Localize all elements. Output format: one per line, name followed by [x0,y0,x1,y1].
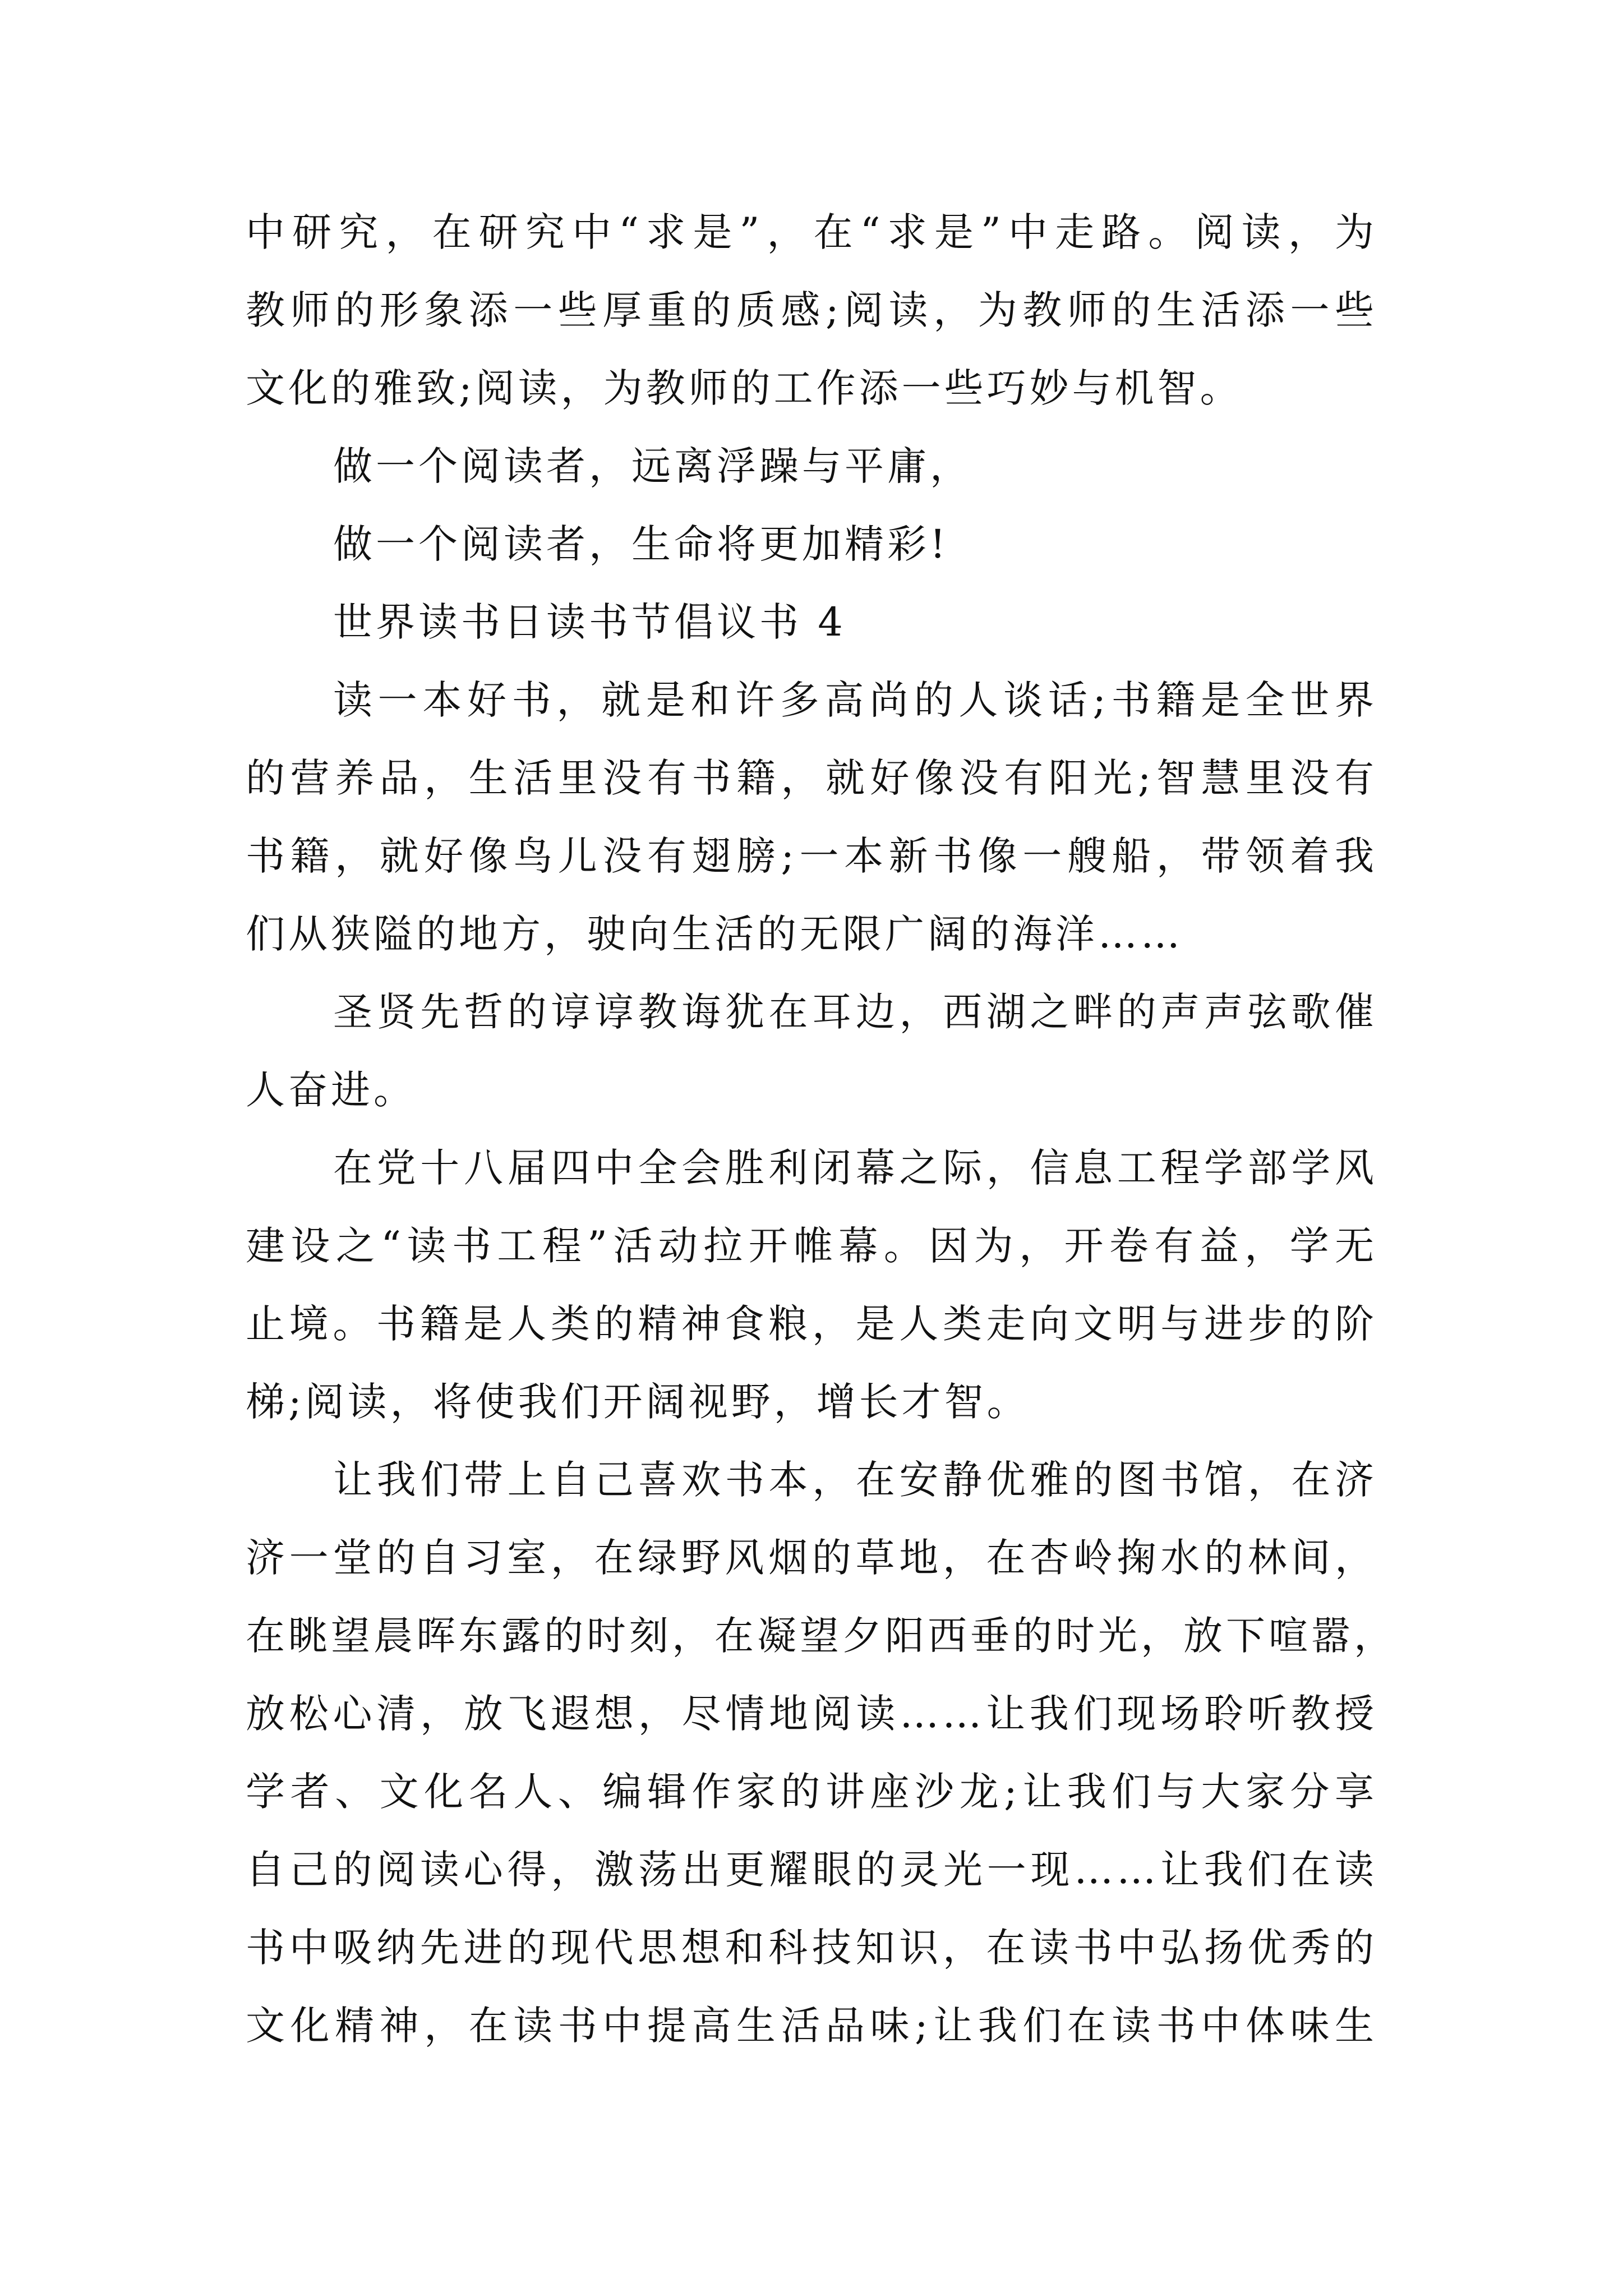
text-line: 文化的雅致;阅读，为教师的工作添一些巧妙与机智。 [246,365,1243,411]
text-line: 圣贤先哲的谆谆教诲犹在耳边，西湖之畔的声声弦歌催 [333,989,1377,1035]
text-line: 学者、文化名人、编辑作家的讲座沙龙;让我们与大家分享 [246,1769,1377,1815]
text-line: 让我们带上自己喜欢书本，在安静优雅的图书馆，在济 [333,1457,1377,1503]
text-line: 放松心清，放飞遐想，尽情地阅读……让我们现场聆听教授 [246,1691,1377,1737]
text-line: 止境。书籍是人类的精神食粮，是人类走向文明与进步的阶 [246,1301,1377,1347]
text-line: 梯;阅读，将使我们开阔视野，增长才智。 [246,1379,1030,1425]
text-line: 教师的形象添一些厚重的质感;阅读，为教师的生活添一些 [246,287,1377,333]
text-line: 做一个阅读者，远离浮躁与平庸， [333,443,972,489]
text-line: 书中吸纳先进的现代思想和科技知识，在读书中弘扬优秀的 [246,1925,1377,1971]
text-line: 读一本好书，就是和许多高尚的人谈话;书籍是全世界 [333,677,1377,723]
text-line: 的营养品，生活里没有书籍，就好像没有阳光;智慧里没有 [246,755,1377,801]
section-title: 世界读书日读书节倡议书 4 [333,599,846,645]
text-line: 济一堂的自习室，在绿野风烟的草地，在杏岭掬水的林间， [246,1535,1377,1581]
text-line: 做一个阅读者，生命将更加精彩! [333,521,949,567]
document-body [246,194,1396,2065]
text-line: 书籍，就好像鸟儿没有翅膀;一本新书像一艘船，带领着我 [246,833,1377,879]
text-line: 自己的阅读心得，激荡出更耀眼的灵光一现……让我们在读 [246,1847,1377,1893]
text-line: 们从狭隘的地方，驶向生活的无限广阔的海洋…… [246,911,1183,957]
text-line: 人奋进。 [246,1067,416,1113]
text-line: 建设之“读书工程”活动拉开帷幕。因为，开卷有益，学无 [246,1223,1377,1269]
text-line: 在党十八届四中全会胜利闭幕之际，信息工程学部学风 [333,1145,1377,1191]
text-line: 文化精神，在读书中提高生活品味;让我们在读书中体味生 [246,2003,1377,2049]
text-line: 在眺望晨晖东露的时刻，在凝望夕阳西垂的时光，放下喧嚣， [246,1613,1396,1659]
text-line: 中研究，在研究中“求是”，在“求是”中走路。阅读，为 [246,209,1377,255]
